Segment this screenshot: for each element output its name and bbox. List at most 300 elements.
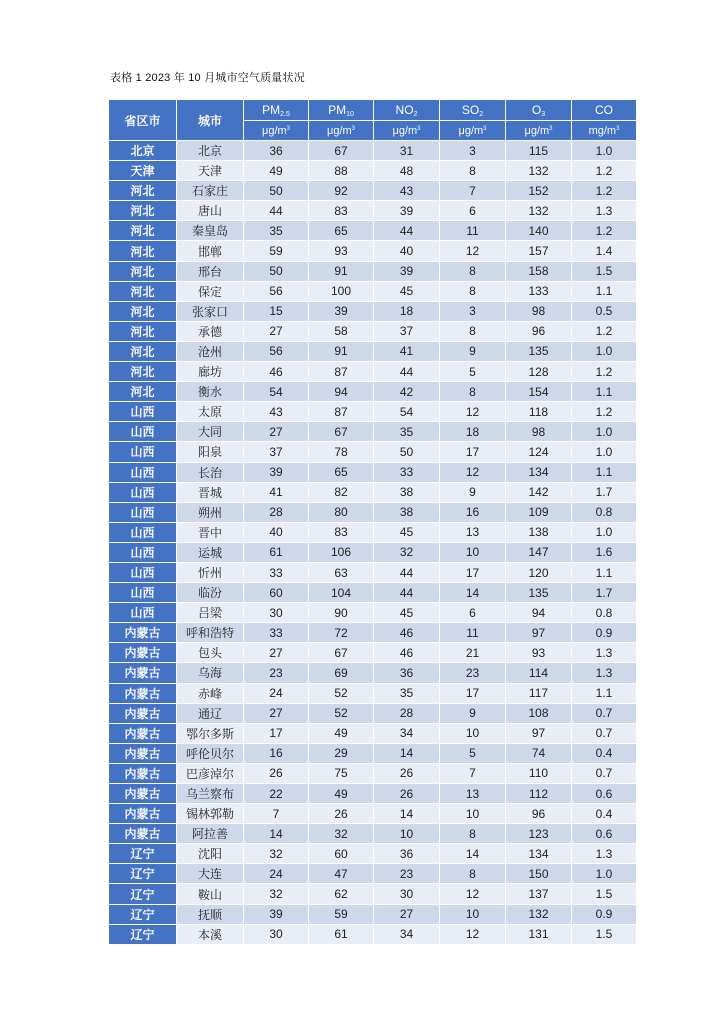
unit-pm10: $\mu g/m^3$ [309,121,374,141]
so2-cell: 14 [440,844,506,864]
pm10-cell: 67 [309,422,374,442]
no2-cell: 34 [374,723,440,743]
pm10-cell: 60 [309,844,374,864]
city-cell: 晋中 [177,522,244,542]
no2-cell: 35 [374,422,440,442]
city-cell: 乌兰察布 [177,784,244,804]
no2-cell: 46 [374,643,440,663]
so2-cell: 9 [440,341,506,361]
so2-cell: 8 [440,261,506,281]
no2-cell: 14 [374,743,440,763]
province-cell: 内蒙古 [109,643,177,663]
no2-cell: 32 [374,542,440,562]
city-cell: 大连 [177,864,244,884]
table-row [109,784,637,804]
co-cell: 1.1 [572,562,637,582]
so2-cell: 12 [440,884,506,904]
city-cell: 承德 [177,321,244,341]
no2-cell: 31 [374,141,440,161]
table-row [109,884,637,904]
co-cell: 0.8 [572,603,637,623]
pm25-cell: 50 [244,261,309,281]
table-row [109,804,637,824]
pm25-cell: 36 [244,141,309,161]
so2-cell: 11 [440,221,506,241]
pm10-cell: 58 [309,321,374,341]
no2-cell: 34 [374,924,440,944]
city-cell: 沈阳 [177,844,244,864]
pm25-cell: 44 [244,201,309,221]
co-cell: 1.5 [572,261,637,281]
co-cell: 1.3 [572,663,637,683]
pm25-cell: 46 [244,362,309,382]
pm10-cell: 52 [309,683,374,703]
no2-cell: 27 [374,904,440,924]
co-cell: 1.0 [572,141,637,161]
header-city: 城市 [177,100,244,141]
table-row [109,221,637,241]
unit-co: $mg/m^3$ [572,121,637,141]
table-row [109,603,637,623]
table-row [109,301,637,321]
pm25-cell: 27 [244,422,309,442]
pm10-cell: 63 [309,562,374,582]
province-cell: 河北 [109,181,177,201]
province-cell: 内蒙古 [109,683,177,703]
co-cell: 1.2 [572,181,637,201]
co-cell: 0.9 [572,623,637,643]
pm25-cell: 40 [244,522,309,542]
o3-cell: 131 [506,924,572,944]
pm10-cell: 32 [309,824,374,844]
header-so2: $SO_2$ [440,100,506,121]
co-cell: 0.5 [572,301,637,321]
no2-cell: 26 [374,763,440,783]
co-cell: 0.4 [572,743,637,763]
so2-cell: 14 [440,583,506,603]
o3-cell: 124 [506,442,572,462]
pm25-cell: 17 [244,723,309,743]
co-cell: 1.2 [572,321,637,341]
table-row [109,261,637,281]
province-cell: 山西 [109,562,177,582]
pm25-cell: 60 [244,583,309,603]
so2-cell: 12 [440,241,506,261]
table-row [109,462,637,482]
so2-cell: 5 [440,743,506,763]
pm25-cell: 37 [244,442,309,462]
table-row [109,743,637,763]
so2-cell: 23 [440,663,506,683]
co-cell: 1.3 [572,201,637,221]
co-cell: 1.5 [572,884,637,904]
so2-cell: 10 [440,723,506,743]
no2-cell: 23 [374,864,440,884]
so2-cell: 16 [440,502,506,522]
header-province: 省区市 [109,100,177,141]
table-row [109,362,637,382]
so2-cell: 10 [440,804,506,824]
table-row [109,844,637,864]
pm10-cell: 78 [309,442,374,462]
unit-so2: $\mu g/m^3$ [440,121,506,141]
o3-cell: 96 [506,321,572,341]
co-cell: 1.2 [572,362,637,382]
o3-cell: 135 [506,341,572,361]
pm10-cell: 82 [309,482,374,502]
city-cell: 抚顺 [177,904,244,924]
city-cell: 石家庄 [177,181,244,201]
co-cell: 0.8 [572,502,637,522]
so2-cell: 7 [440,763,506,783]
co-cell: 1.1 [572,683,637,703]
pm25-cell: 61 [244,542,309,562]
city-cell: 鞍山 [177,884,244,904]
pm25-cell: 28 [244,502,309,522]
city-cell: 临汾 [177,583,244,603]
co-cell: 1.7 [572,583,637,603]
province-cell: 辽宁 [109,924,177,944]
pm10-cell: 52 [309,703,374,723]
no2-cell: 39 [374,261,440,281]
pm10-cell: 29 [309,743,374,763]
pm10-cell: 67 [309,141,374,161]
pm25-cell: 24 [244,683,309,703]
province-cell: 河北 [109,382,177,402]
province-cell: 河北 [109,341,177,361]
o3-cell: 138 [506,522,572,542]
pm25-cell: 24 [244,864,309,884]
table-row [109,583,637,603]
o3-cell: 132 [506,161,572,181]
pm25-cell: 26 [244,763,309,783]
no2-cell: 44 [374,562,440,582]
pm10-cell: 61 [309,924,374,944]
no2-cell: 41 [374,341,440,361]
table-row [109,562,637,582]
o3-cell: 157 [506,241,572,261]
city-cell: 大同 [177,422,244,442]
pm25-cell: 41 [244,482,309,502]
so2-cell: 12 [440,924,506,944]
province-cell: 内蒙古 [109,623,177,643]
header-pm10: $PM_{10}$ [309,100,374,121]
so2-cell: 13 [440,522,506,542]
city-cell: 鄂尔多斯 [177,723,244,743]
o3-cell: 158 [506,261,572,281]
o3-cell: 120 [506,562,572,582]
no2-cell: 39 [374,201,440,221]
city-cell: 巴彦淖尔 [177,763,244,783]
o3-cell: 117 [506,683,572,703]
city-cell: 忻州 [177,562,244,582]
city-cell: 长治 [177,462,244,482]
pm25-cell: 43 [244,402,309,422]
o3-cell: 112 [506,784,572,804]
city-cell: 秦皇岛 [177,221,244,241]
no2-cell: 45 [374,603,440,623]
pm10-cell: 62 [309,884,374,904]
co-cell: 1.1 [572,462,637,482]
city-cell: 北京 [177,141,244,161]
city-cell: 通辽 [177,703,244,723]
o3-cell: 109 [506,502,572,522]
pm10-cell: 65 [309,221,374,241]
no2-cell: 45 [374,522,440,542]
so2-cell: 8 [440,161,506,181]
pm10-cell: 49 [309,784,374,804]
table-row [109,763,637,783]
province-cell: 北京 [109,141,177,161]
pm25-cell: 39 [244,462,309,482]
pm10-cell: 75 [309,763,374,783]
table-row [109,663,637,683]
o3-cell: 118 [506,402,572,422]
no2-cell: 18 [374,301,440,321]
province-cell: 山西 [109,482,177,502]
pm25-cell: 30 [244,603,309,623]
province-cell: 辽宁 [109,844,177,864]
city-cell: 赤峰 [177,683,244,703]
no2-cell: 10 [374,824,440,844]
co-cell: 1.2 [572,221,637,241]
so2-cell: 6 [440,603,506,623]
city-cell: 运城 [177,542,244,562]
so2-cell: 13 [440,784,506,804]
city-cell: 呼和浩特 [177,623,244,643]
pm25-cell: 50 [244,181,309,201]
co-cell: 0.7 [572,723,637,743]
o3-cell: 133 [506,281,572,301]
city-cell: 阳泉 [177,442,244,462]
co-cell: 1.2 [572,402,637,422]
no2-cell: 36 [374,844,440,864]
pm25-cell: 7 [244,804,309,824]
province-cell: 河北 [109,321,177,341]
pm10-cell: 83 [309,201,374,221]
co-cell: 0.4 [572,804,637,824]
no2-cell: 33 [374,462,440,482]
o3-cell: 93 [506,643,572,663]
table-row [109,864,637,884]
so2-cell: 7 [440,181,506,201]
so2-cell: 21 [440,643,506,663]
no2-cell: 43 [374,181,440,201]
no2-cell: 45 [374,281,440,301]
table-body [109,141,637,945]
o3-cell: 150 [506,864,572,884]
o3-cell: 142 [506,482,572,502]
province-cell: 河北 [109,201,177,221]
province-cell: 内蒙古 [109,824,177,844]
table-row [109,402,637,422]
pm10-cell: 39 [309,301,374,321]
table-row [109,703,637,723]
province-cell: 山西 [109,522,177,542]
unit-o3: $\mu g/m^3$ [506,121,572,141]
pm25-cell: 49 [244,161,309,181]
table-row [109,904,637,924]
table-row [109,683,637,703]
pm10-cell: 104 [309,583,374,603]
pm25-cell: 16 [244,743,309,763]
table-row [109,141,637,161]
no2-cell: 42 [374,382,440,402]
so2-cell: 10 [440,542,506,562]
pm10-cell: 106 [309,542,374,562]
air-quality-table [108,99,637,945]
co-cell: 1.0 [572,522,637,542]
no2-cell: 54 [374,402,440,422]
pm25-cell: 35 [244,221,309,241]
table-row [109,201,637,221]
city-cell: 保定 [177,281,244,301]
so2-cell: 8 [440,824,506,844]
table-row [109,281,637,301]
province-cell: 内蒙古 [109,804,177,824]
no2-cell: 44 [374,221,440,241]
pm10-cell: 26 [309,804,374,824]
so2-cell: 17 [440,562,506,582]
pm10-cell: 67 [309,643,374,663]
pm10-cell: 72 [309,623,374,643]
province-cell: 辽宁 [109,904,177,924]
pm10-cell: 92 [309,181,374,201]
o3-cell: 97 [506,623,572,643]
table-row [109,442,637,462]
city-cell: 阿拉善 [177,824,244,844]
pm25-cell: 33 [244,562,309,582]
province-cell: 河北 [109,301,177,321]
table-row [109,522,637,542]
co-cell: 1.0 [572,864,637,884]
so2-cell: 8 [440,321,506,341]
no2-cell: 38 [374,502,440,522]
unit-no2: $\mu g/m^3$ [374,121,440,141]
pm10-cell: 47 [309,864,374,884]
o3-cell: 132 [506,904,572,924]
table-row [109,502,637,522]
pm25-cell: 30 [244,924,309,944]
no2-cell: 36 [374,663,440,683]
table-row [109,321,637,341]
so2-cell: 17 [440,442,506,462]
pm25-cell: 32 [244,844,309,864]
so2-cell: 18 [440,422,506,442]
table-row [109,181,637,201]
pm25-cell: 15 [244,301,309,321]
pm10-cell: 90 [309,603,374,623]
no2-cell: 35 [374,683,440,703]
co-cell: 0.7 [572,763,637,783]
header-pm25: $PM_{2.5}$ [244,100,309,121]
city-cell: 乌海 [177,663,244,683]
pm10-cell: 88 [309,161,374,181]
no2-cell: 40 [374,241,440,261]
pm25-cell: 27 [244,703,309,723]
province-cell: 内蒙古 [109,723,177,743]
pm25-cell: 56 [244,281,309,301]
co-cell: 1.0 [572,442,637,462]
province-cell: 河北 [109,241,177,261]
no2-cell: 37 [374,321,440,341]
co-cell: 1.3 [572,643,637,663]
province-cell: 内蒙古 [109,763,177,783]
co-cell: 0.9 [572,904,637,924]
city-cell: 朔州 [177,502,244,522]
table-row [109,824,637,844]
no2-cell: 38 [374,482,440,502]
o3-cell: 94 [506,603,572,623]
pm10-cell: 87 [309,402,374,422]
so2-cell: 9 [440,703,506,723]
pm10-cell: 80 [309,502,374,522]
o3-cell: 115 [506,141,572,161]
province-cell: 山西 [109,542,177,562]
o3-cell: 134 [506,462,572,482]
city-cell: 邢台 [177,261,244,281]
province-cell: 山西 [109,422,177,442]
city-cell: 本溪 [177,924,244,944]
co-cell: 0.7 [572,703,637,723]
pm25-cell: 23 [244,663,309,683]
co-cell: 1.1 [572,382,637,402]
co-cell: 1.4 [572,241,637,261]
so2-cell: 12 [440,402,506,422]
table-row [109,723,637,743]
header-o3: $O_3$ [506,100,572,121]
table-row [109,422,637,442]
province-cell: 河北 [109,362,177,382]
pm10-cell: 83 [309,522,374,542]
so2-cell: 10 [440,904,506,924]
pm10-cell: 91 [309,341,374,361]
so2-cell: 3 [440,301,506,321]
pm25-cell: 14 [244,824,309,844]
province-cell: 山西 [109,603,177,623]
table-row [109,924,637,944]
pm25-cell: 33 [244,623,309,643]
no2-cell: 50 [374,442,440,462]
province-cell: 内蒙古 [109,784,177,804]
o3-cell: 98 [506,301,572,321]
co-cell: 1.6 [572,542,637,562]
o3-cell: 108 [506,703,572,723]
o3-cell: 147 [506,542,572,562]
city-cell: 太原 [177,402,244,422]
table-row [109,241,637,261]
o3-cell: 132 [506,201,572,221]
table-row [109,482,637,502]
pm25-cell: 22 [244,784,309,804]
province-cell: 河北 [109,281,177,301]
province-cell: 河北 [109,261,177,281]
pm10-cell: 93 [309,241,374,261]
city-cell: 沧州 [177,341,244,361]
city-cell: 廊坊 [177,362,244,382]
pm25-cell: 27 [244,321,309,341]
co-cell: 1.0 [572,422,637,442]
no2-cell: 48 [374,161,440,181]
no2-cell: 44 [374,583,440,603]
o3-cell: 135 [506,583,572,603]
pm25-cell: 54 [244,382,309,402]
o3-cell: 137 [506,884,572,904]
pm10-cell: 65 [309,462,374,482]
pm25-cell: 39 [244,904,309,924]
co-cell: 1.0 [572,341,637,361]
table-row [109,341,637,361]
